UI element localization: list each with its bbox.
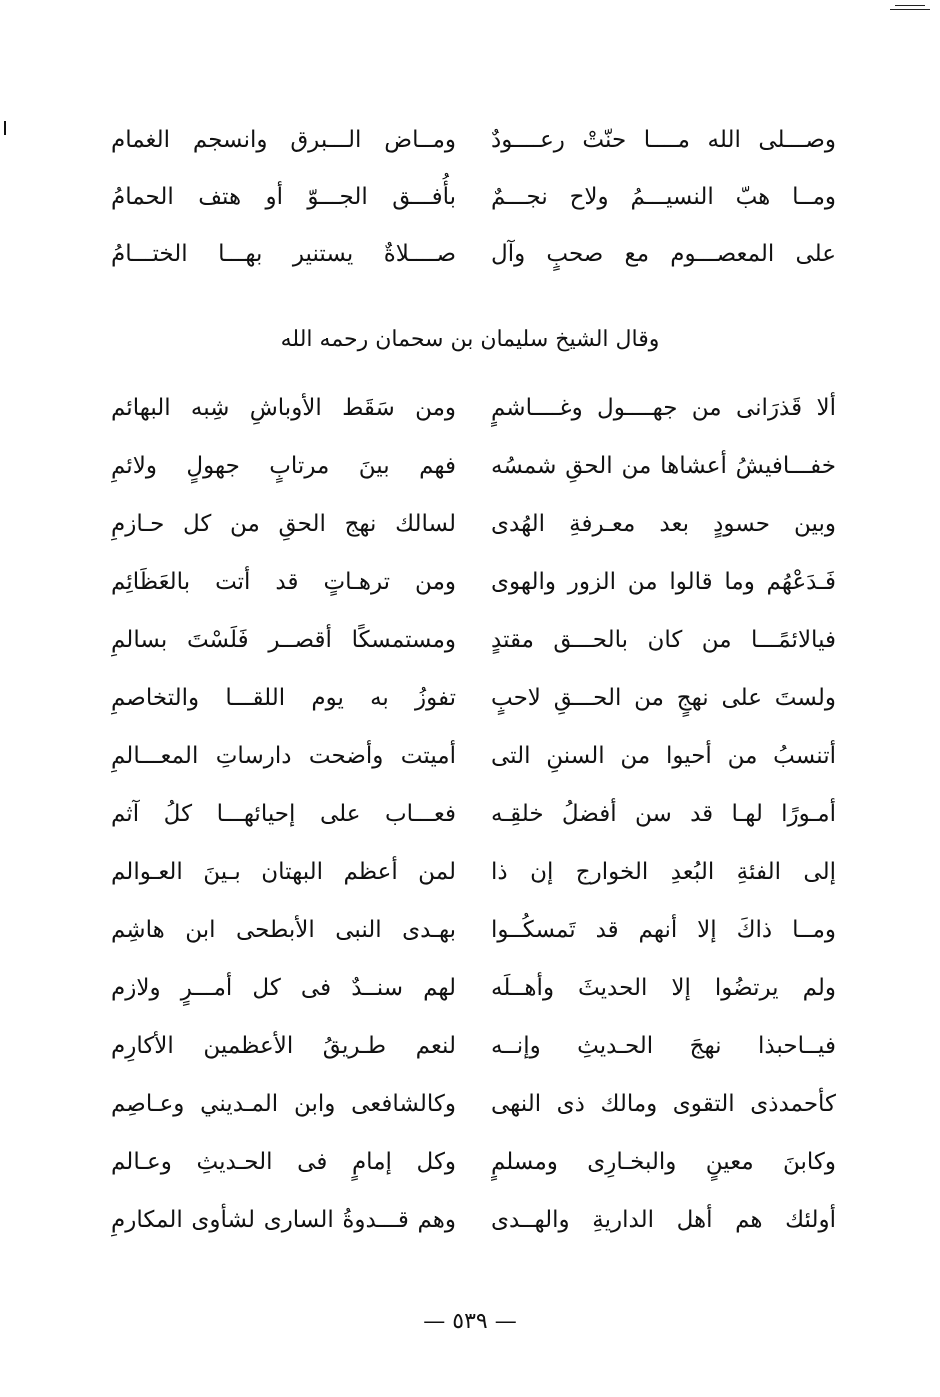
hemistich-second: لمن أعظم البهتان بـينَ العـوالم (111, 859, 456, 885)
verse-line (0, 1079, 940, 1129)
verse-line (0, 905, 940, 955)
hemistich-first: فيالائمًـــا من كان بالحـــق مقتدٍ (491, 627, 836, 653)
hemistich-first: وبين حسودٍ بعد معـرفةِ الهُدى (491, 511, 836, 537)
verse-line (0, 789, 940, 839)
hemistich-first: ومــا هبّ النسيـــمُ ولاح نجـــمٌ (491, 184, 836, 210)
verse-line (0, 499, 940, 549)
hemistich-second: فهم بينَ مرتابٍ جهولٍ ولائمِ (111, 453, 456, 479)
hemistich-second: ومن ترهـاتٍ قد أتت بالعَظَائِم (111, 569, 456, 595)
page-number: — ٥٣٩ — (423, 1309, 517, 1334)
hemistich-second: لهم سنــدٌ فى كل أمـــرٍ ولازم (111, 975, 456, 1001)
hemistich-first: فَـدَعْهُم وما قالوا من الزور والهوى (491, 569, 836, 595)
hemistich-first: إلى الفئةِ البُعدِ الخوارج إن ذا (491, 859, 836, 885)
verse-line (0, 673, 940, 723)
verse-line (0, 229, 940, 279)
verse-line (0, 1137, 940, 1187)
hemistich-first: وكابنَ معينٍ والبخـارِى ومسلمٍ (491, 1149, 836, 1175)
hemistich-first: خفـــافيشُ أعشاها من الحقِ شمسُه (491, 453, 836, 479)
corner-rule (895, 5, 925, 6)
section-heading: وقال الشيخ سليمان بن سحمان رحمه الله (280, 327, 660, 352)
hemistich-first: فيــاحبذا نهجَ الحـديثِ وإنــه (491, 1033, 836, 1059)
hemistich-second: تفوزُ به يوم اللقـــا والتخاصمِ (111, 685, 456, 711)
verse-line (0, 847, 940, 897)
hemistich-first: كأحمدذى التقوى ومالك ذى النهى (491, 1091, 836, 1117)
hemistich-first: ولستَ على نهجٍ من الحـــقِ لاحبٍ (491, 685, 836, 711)
hemistich-second: ومــاض الـــبرق وانسجم الغمام (111, 127, 456, 153)
verse-line (0, 1195, 940, 1245)
hemistich-second: ومن سَقَط الأوباشِ شِبه البهائم (111, 395, 456, 421)
verse-line (0, 1021, 940, 1071)
hemistich-second: فعـــاب على إحيائهـــا كلُ آثم (111, 801, 456, 827)
hemistich-first: ومــا ذاكَ إلا أنهم قد تَمسكُــوا (491, 917, 836, 943)
hemistich-second: وكالشافعى وابن المـديني وعـاصِم (111, 1091, 456, 1117)
verse-line (0, 557, 940, 607)
verse-line (0, 441, 940, 491)
hemistich-first: أتنسبُ من أحيوا من السننِ التى (491, 743, 836, 769)
hemistich-second: لسالك نهج الحقِ من كل حـازمِ (111, 511, 456, 537)
hemistich-second: أميتت وأضحت دارساتِ المعـــالمِ (111, 743, 456, 769)
hemistich-second: بهـدى النبى الأبطحى ابن هاشِم (111, 917, 456, 943)
verse-line (0, 731, 940, 781)
verse-line (0, 615, 940, 665)
hemistich-first: ولم يرتضُوا إلا الحديثَ وأهــلَه (491, 975, 836, 1001)
hemistich-first: أولئك هم أهل الداريةِ والهــدى (491, 1207, 836, 1233)
hemistich-second: وهم قـــدوةُ السارى لشأوى المكارمِ (111, 1207, 456, 1233)
hemistich-second: صــــلاةٌ يستنير بهـــا الختـــامُ (111, 241, 456, 267)
hemistich-first: أمـورًا لهـا قد سن أفضلُ خلقِـه (491, 801, 836, 827)
hemistich-second: وكل إمامٍ فى الحـديثِ وعـالم (111, 1149, 456, 1175)
hemistich-second: ومستمسكًا أقصــر فَلَسْتَ بسالمِ (111, 627, 456, 653)
verse-line (0, 383, 940, 433)
verse-line (0, 172, 940, 222)
corner-rule (890, 9, 930, 10)
verse-line (0, 115, 940, 165)
hemistich-first: على المعصـــوم مع صحبٍ وآل (491, 241, 836, 267)
verse-line (0, 963, 940, 1013)
hemistich-second: بأُفـــق الجـــوّ أو هتف الحمامُ (111, 184, 456, 210)
hemistich-second: لنعم طـريقُ الأعظمين الأكارِم (111, 1033, 456, 1059)
hemistich-first: ألا قَذرَانى من جهــــول وغــــاشمٍ (491, 395, 836, 421)
hemistich-first: وصـــلى الله مــــا حنّتْ رعــــودٌ (491, 127, 836, 153)
